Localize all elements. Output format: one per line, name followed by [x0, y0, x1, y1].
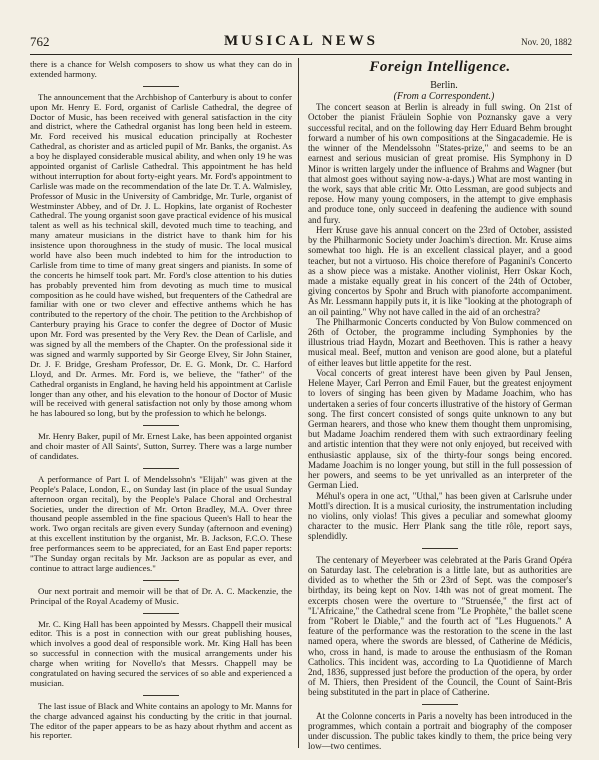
header-rule: [30, 54, 572, 55]
separator-rule: [422, 704, 458, 705]
section-title: Foreign Intelligence.: [369, 59, 511, 75]
article-paragraph: The concert season at Berlin is already in full swing. On 21st of October the pianist Fräulein Sophie von Poznansky gave a very successful recital, and on the following day Herr Eduard Behm brought forward a number of his own compositions at the Singacademie. He is the winner of the Mendelssohn "States-prize," and seems to be an earnest and serious musician of great promise. His Symphony in D Minor is written largely under the influence of Brahms and Wagner (but that almost goes without saying now-a-days.) What are most wanting in the work, says that able critic Mr. Otto Lessman, are good subjects and repose. How many young composers, in the attempt to give emphasis and produce tone, only succeed in deafening the audience with sound and fury.: [308, 102, 572, 225]
journal-title: MUSICAL NEWS: [224, 33, 378, 49]
right-column: [308, 60, 572, 752]
separator-rule: [143, 580, 179, 581]
article-paragraph: Our next portrait and memoir will be that of Dr. A. C. Mackenzie, the Principal of the Royal Academy of Music.: [30, 585, 292, 606]
separator-rule: [143, 468, 179, 469]
article-paragraph: Mr. Henry Baker, pupil of Mr. Ernest Lake, has been appointed organist and choir master of All Saints', Sutton, Surrey. There was a large number of candidates.: [30, 431, 292, 461]
separator-rule: [143, 86, 179, 87]
article-paragraph: Méhul's opera in one act, "Uthal," has been given at Carlsruhe under Mottl's direction. It is a musical curiosity, the instrumentation including no violins, only violas! This gives a peculiar and somewhat gloomy character to the music. Herr Plank sang the title rôle, report says, splendidly.: [308, 490, 572, 542]
article-paragraph: The last issue of Black and White contains an apology to Mr. Manns for the charge advanced against his conducting by the critic in that journal. The editor of the paper appears to be as hazy about rhythm and accent as his reporter.: [30, 700, 292, 741]
article-paragraph: The announcement that the Archbishop of Canterbury is about to confer upon Mr. Henry E. Ford, organist of Carlisle Cathedral, the degree of Doctor of Music, has been received with general satisfaction in the city and district, where the Cathedral organist has long been held in esteem. Mr. Ford received his musical education principally at Rochester Cathedral, as chorister and as articled pupil of Mr. Banks, the organist. As a boy he displayed considerable musical ability, and when only 19 he was appointed organist of Carlisle Cathedral. This appointment he has held without interruption for about forty-eight years. Mr. Ford's appointment to Carlisle was made on the recommendation of the late Dr. T. A. Walmisley, Professor of Music in the University of Cambridge, Mr. Turle, organist of Westminster Abbey, and of Dr. J. L. Hopkins, late organist of Rochester Cathedral. The young organist soon gave practical evidence of his musical talent as well as his technical skill, devoted much time to teaching, and many amateur musicians in the district have to thank him for his insistence upon thoroughness in the study of music. The local musical world have also been much indebted to him for the introduction to Carlisle from time to time of many great singers and pianists. In some of the concerts he himself took part. Mr. Ford's close attention to his duties has probably prevented him from devoting as much time to musical composition as he could have wished, but frequenters of the Cathedral are familiar with one or two clever and effective anthems which he has contributed to the repertory of the choir. The petition to the Archbishop of Canterbury praying his Grace to confer the degree of Doctor of Music upon Mr. Ford was presented by the Very Rev. the Dean of Carlisle, and was signed by all the members of the Chapter. On the professional side it was signed and warmly supported by Sir George Elvey, Sir John Stainer, Dr. J. F. Bridge, Gresham Professor, Dr. E. G. Monk, Dr. C. Harford Lloyd, and Dr. Armes. Mr. Ford is, we believe, the "father" of the Cathedral organists in England, he having held his appointment at Carlisle longer than any other, and his elevation to the honour of Doctor of Music will be received with general satisfaction not only by those among whom he has laboured so long, but by the profession to which he belongs.: [30, 91, 292, 419]
separator-rule: [422, 548, 458, 549]
correspondent-line: (From a Correspondent.): [393, 91, 495, 103]
article-paragraph: At the Colonne concerts in Paris a novelty has been introduced in the programmes, which contain a portrait and biography of the composer under discussion. The public takes kindly to them, the price being very low—two centimes.: [308, 710, 572, 752]
article-paragraph: The Philharmonic Concerts conducted by Von Bulow commenced on 26th of October, the programme including Symphonies by the illustrious triad Haydn, Mozart and Beethoven. This is rather a heavy musical meal. Beef, mutton and venison are good alone, but a plateful of either leaves but little appetite for the rest.: [308, 316, 572, 368]
separator-rule: [143, 425, 179, 426]
page-header: [30, 34, 572, 54]
page-number: 762: [30, 34, 50, 49]
article-paragraph: A performance of Part I. of Mendelssohn's "Elijah" was given at the People's Palace, London, E., on Sunday last (in place of the usual Sunday afternoon organ recital), by the People's Palace Choral and Orchestral Societies, under the direction of Mr. Orton Bradley, M.A. Over three thousand people assembled in the fine spacious Queen's Hall to hear the work. Two organ recitals are given every Sunday (afternoon and evening) at this excellent institution by the organist, Mr. B. Jackson, F.C.O. These free performances seem to be appreciated, for an East End paper reports: "The Sunday organ recitals by Mr. Jackson are as popular as ever, and continue to attract large audiences.": [30, 473, 292, 573]
article-paragraph: Herr Kruse gave his annual concert on the 23rd of October, assisted by the Philharmonic Society under Joachim's direction. Mr. Kruse aims somewhat too high. He is an excellent classical player, and a good teacher, but not a virtuoso. His choice therefore of Paganini's Concerto as a show piece was a mistake. Another violinist, Herr Oskar Koch, made a mistake equally great in his concert of the 24th of October, giving concertos by Spohr and Bruch with pianoforte accompaniment. As Mr. Lessmann happily puts it, it is like "looking at the photograph of an oil painting." Why not have called in the aid of an orchestra?: [308, 224, 572, 317]
separator-rule: [143, 613, 179, 614]
city-heading: Berlin.: [430, 80, 458, 92]
article-paragraph: Vocal concerts of great interest have been given by Paul Jensen, Helene Mayer, Carl Perron and Emil Fauer, but the greatest enjoyment to lovers of singing has been given by Madame Joachim, who has undertaken a series of four concerts illustrative of the history of German song. The first concert consisted of songs quite unknown to any but German hearers, and those who knew them thought them unpromising, but Madame Joachim rendered them with such extraordinary feeling and artistic intention that they were not only enjoyed, but received with enthusiastic applause, six of the thirty-four songs being encored. Madame Joachim is no longer young, but still in the full possession of her powers, and seems to be yet unrivalled as an interpreter of the German Lied.: [308, 367, 572, 491]
left-column: [30, 60, 292, 741]
column-divider: [298, 58, 299, 748]
article-paragraph: The centenary of Meyerbeer was celebrated at the Paris Grand Opéra on Saturday last. The celebration is a little late, but as authorities are divided as to whether the 5th or 23rd of Sept. was the composer's birthday, its being kept on Nov. 14th was not of great moment. The excerpts chosen were the overture to "Struensée," the first act of "L'Africaine," the Cathedral scene from "Le Prophète," the ballet scene from "Robert le Diable," and the fourth act of "Les Huguenots." A feature of the performance was the restoration to the scene in the last named opera, where the swords are blessed, of Catherine de Médicis, who, cross in hand, is made to arouse the enthusiasm of the Roman Catholics. This incident was, according to La Quotidienne of March 2nd, 1836, suppressed just before the production of the opera, by order of M. Thiers, then President of the Council, the Count of Saint-Bris being substituted in the part in place of Catherine.: [308, 554, 572, 698]
issue-date: Nov. 20, 1882: [521, 37, 572, 47]
separator-rule: [143, 695, 179, 696]
article-paragraph: there is a chance for Welsh composers to show us what they can do in extended harmony.: [30, 59, 292, 79]
article-paragraph: Mr. C. King Hall has been appointed by Messrs. Chappell their musical editor. This is a post in connection with our great publishing houses, which involves a good deal of responsible work. Mr. King Hall has been so successful in connection with the musical arrangements under his charge when writing for Novello's that Messrs. Chappell may be congratulated on having secured the services of so able and experienced a musician.: [30, 618, 292, 688]
